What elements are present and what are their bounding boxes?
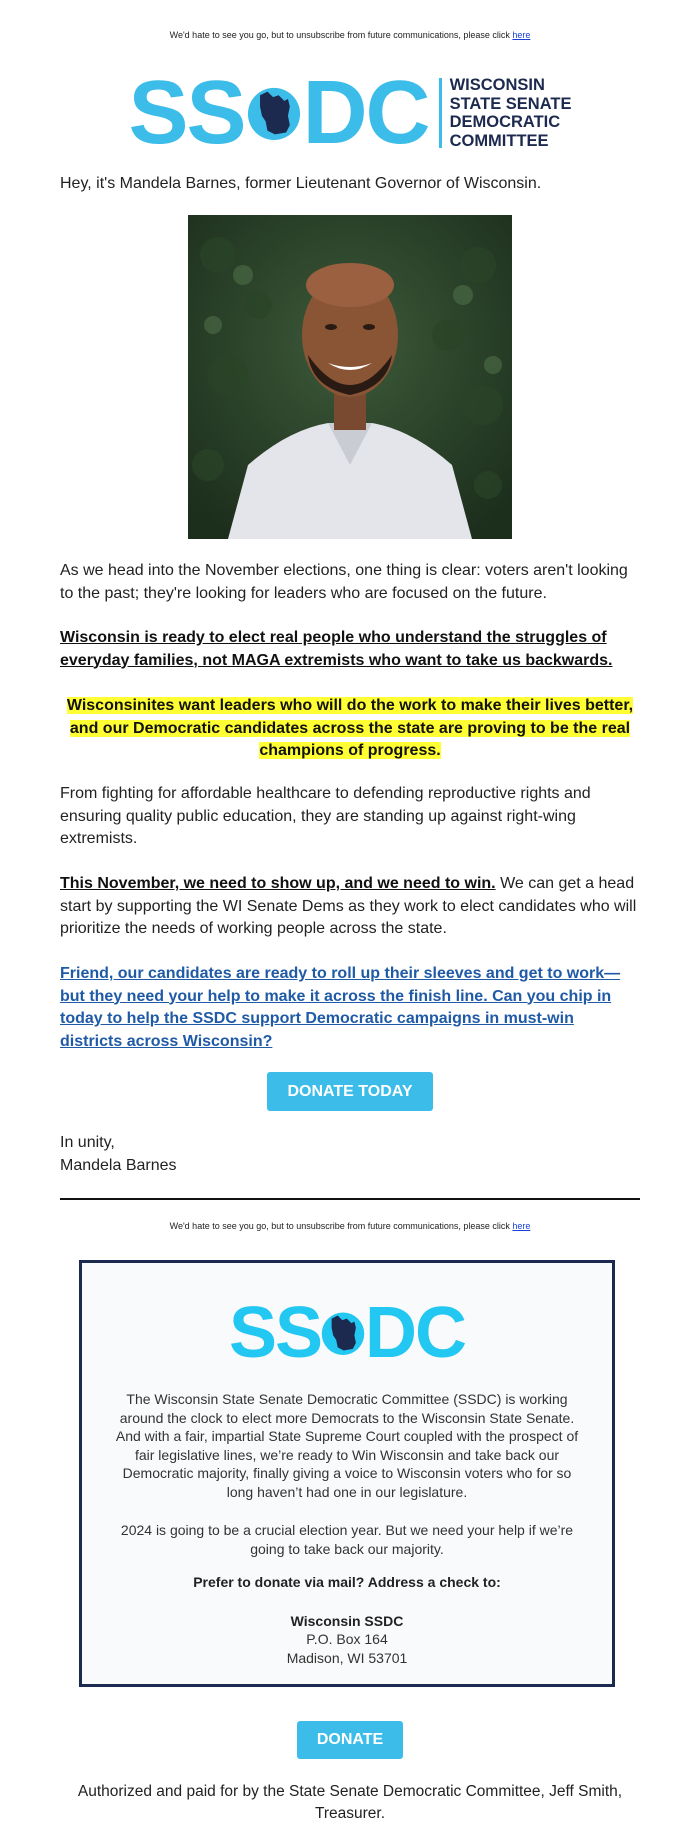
footer-info-box	[79, 1260, 615, 1687]
mail-city: Madison, WI 53701	[286, 1650, 408, 1666]
show-up-rest: We can get a head start by supporting the WI Senate Dems as they work to elect candidates who will prioritize the needs of working people across the state.	[60, 875, 637, 937]
ssdc-footer-logo	[82, 1293, 612, 1373]
wisconsin-state-icon	[247, 78, 301, 148]
donate-today-button[interactable]: DONATE TODAY	[267, 1072, 433, 1111]
mail-po-box: P.O. Box 164	[306, 1631, 388, 1647]
signature: Mandela Barnes	[60, 1157, 177, 1174]
bold-statement: Wisconsin is ready to elect real people who understand the struggles of everyday families, not MAGA extremists who want to take us backwards.	[60, 629, 613, 669]
election-year-note: 2024 is going to be a crucial election year. But we need your help if we’re going to take back our majority.	[120, 1522, 574, 1557]
unsubscribe-text: We'd hate to see you go, but to unsubscribe from future communications, please click	[169, 30, 513, 40]
unsubscribe-text: We'd hate to see you go, but to unsubscribe from future communications, please click	[169, 1221, 513, 1231]
fighting-paragraph: From fighting for affordable healthcare to defending reproductive rights and ensuring quality public education, they are standing up against right-wing extremists.	[60, 785, 591, 847]
mail-org: Wisconsin SSDC	[290, 1613, 404, 1629]
unsubscribe-link[interactable]: here	[512, 30, 531, 40]
cta-paragraph	[60, 963, 640, 1053]
mail-heading: Prefer to donate via mail? Address a check to:	[193, 1574, 501, 1590]
paid-for-disclaimer: Authorized and paid for by the State Senate Democratic Committee, Jeff Smith, Treasurer.	[77, 1783, 623, 1822]
mandela-barnes-photo	[188, 215, 512, 539]
wisconsin-state-icon	[321, 1304, 365, 1362]
signoff: In unity,	[60, 1134, 115, 1151]
about-ssdc: The Wisconsin State Senate Democratic Committee (SSDC) is working around the clock to elect more Democrats to the Wisconsin State Senate. And with a fair, impartial State Supreme Court coupled with the prospect of fair legislative lines, we’re ready to Win Wisconsin and take back our Democratic majority, finally giving a voice to Wisconsin voters who for so long haven’t had one in our legislature.	[115, 1391, 579, 1500]
top-unsubscribe-notice	[0, 30, 700, 40]
show-up-paragraph	[60, 873, 640, 941]
highlight-statement	[60, 695, 640, 763]
cta-donate-link[interactable]: Friend, our candidates are ready to roll up their sleeves and get to work—but they need your help to make it across the finish line. Can you chip in today to help the SSDC support Democratic campaigns in must-win districts across Wisconsin?	[60, 965, 621, 1050]
unsubscribe-link[interactable]: here	[512, 1221, 531, 1231]
divider	[60, 1198, 640, 1200]
ssdc-header-logo	[0, 63, 700, 163]
intro-paragraph: As we head into the November elections, one thing is clear: voters aren't looking to the past; they're looking for leaders who are focused on the future.	[60, 562, 628, 602]
bottom-unsubscribe-notice	[0, 1221, 700, 1231]
greeting: Hey, it's Mandela Barnes, former Lieutenant Governor of Wisconsin.	[60, 175, 542, 192]
donate-button[interactable]: DONATE	[297, 1721, 403, 1759]
logo-letters-right: DC	[365, 1293, 466, 1373]
show-up-bold: This November, we need to show up, and we need to win.	[60, 875, 496, 892]
logo-wordmark: WISCONSIN STATE SENATE DEMOCRATIC COMMITTEE	[449, 76, 572, 150]
logo-letters-right: DC	[302, 63, 429, 163]
logo-letters-left: SS	[128, 63, 245, 163]
logo-letters-left: SS	[228, 1293, 322, 1373]
highlight-text: Wisconsinites want leaders who will do the work to make their lives better, and our Democratic candidates across the state are proving to be the real champions of progress.	[66, 697, 634, 759]
